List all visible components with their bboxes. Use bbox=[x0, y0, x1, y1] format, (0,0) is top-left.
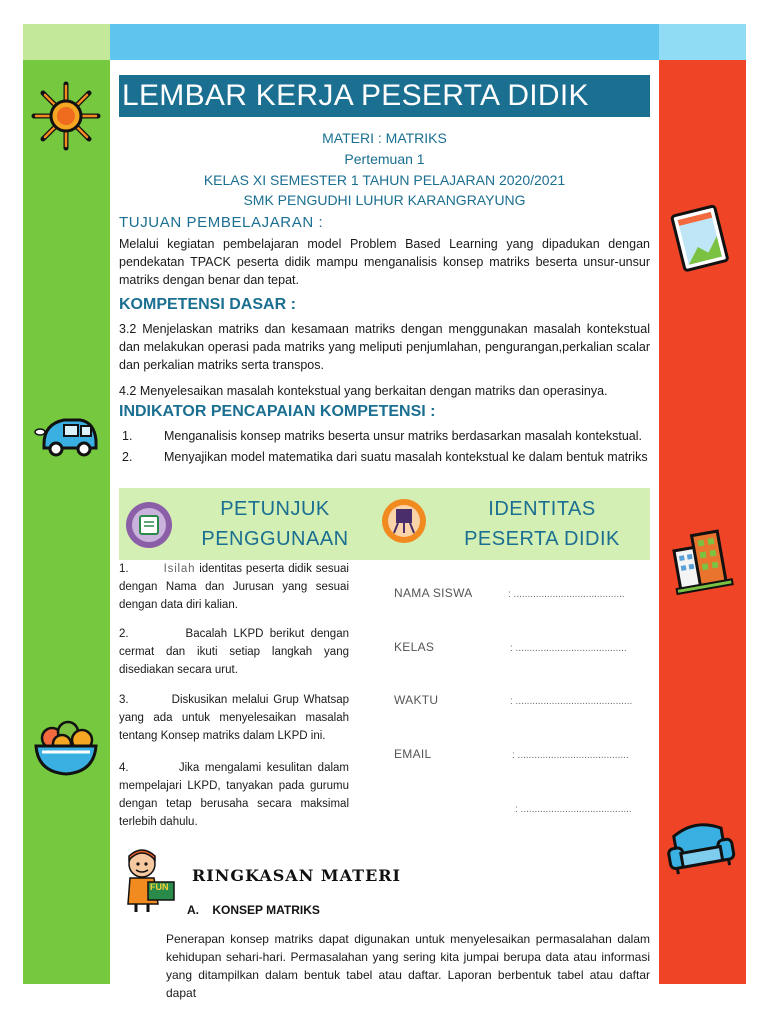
top-band-left bbox=[23, 24, 110, 60]
extra-field[interactable]: : ........................................ bbox=[515, 804, 632, 815]
ringkasan-heading: RINGKASAN MATERI bbox=[192, 866, 402, 885]
top-band-right bbox=[659, 24, 746, 60]
instruction-text: Jika mengalami kesulitan dalam mempelajari LKPD, tanyakan pada gurumu dengan tetap berusaha secara maksimal terlebih dahulu. bbox=[119, 762, 349, 828]
kompetensi-heading: KOMPETENSI DASAR : bbox=[119, 296, 296, 313]
instruction-number: 2. bbox=[119, 628, 129, 640]
school-label: SMK PENGUDHI LUHUR KARANGRAYUNG bbox=[243, 192, 526, 208]
kd-3-2-text: 3.2 Menjelaskan matriks dan kesamaan matriks dengan menggunakan masalah kontekstual dan melakukan operasi pada matriks yang meliputi penjumlahan, pengurangan,perkalian scalar dan perkalian matriks serta transpos. bbox=[119, 322, 650, 372]
nama-siswa-label: NAMA SISWA bbox=[394, 586, 473, 600]
instruction-item bbox=[119, 759, 349, 831]
indikator-number: 1. bbox=[122, 429, 133, 443]
petunjuk-heading-line1: PETUNJUK bbox=[220, 498, 330, 520]
kelas-field-label: KELAS bbox=[394, 640, 435, 654]
page-title: LEMBAR KERJA PESERTA DIDIK bbox=[122, 79, 589, 112]
waktu-field[interactable]: : .......................................... bbox=[510, 696, 633, 707]
instruction-text: identitas peserta didik sesuai dengan Nama dan Jurusan yang sesuai dengan data diri kalian. bbox=[119, 563, 349, 611]
waktu-label: WAKTU bbox=[394, 693, 439, 707]
instruction-number: 3. bbox=[119, 694, 129, 706]
top-band-center bbox=[110, 24, 659, 60]
tujuan-text: Melalui kegiatan pembelajaran model Problem Based Learning yang dipadukan dengan pendekatan TPACK peserta didik mampu menganalisis konsep matriks beserta unsur-unsur matriks dengan benar dan tepat. bbox=[119, 237, 650, 287]
nama-siswa-field[interactable]: : ........................................ bbox=[508, 589, 625, 600]
kelas-label: KELAS XI SEMESTER 1 TAHUN PELAJARAN 2020/2021 bbox=[203, 172, 566, 188]
sofa-icon bbox=[664, 818, 736, 876]
kd-4-2-text: 4.2 Menyelesaikan masalah kontekstual yang berkaitan dengan matriks dan operasinya. bbox=[119, 384, 608, 398]
pertemuan-label: Pertemuan 1 bbox=[344, 151, 425, 167]
tujuan-heading: TUJUAN PEMBELAJARAN : bbox=[119, 214, 324, 231]
email-label: EMAIL bbox=[394, 747, 432, 761]
easel-icon bbox=[380, 497, 428, 545]
fun-badge: FUN bbox=[150, 882, 169, 892]
buildings-icon bbox=[670, 528, 736, 592]
book-icon bbox=[124, 500, 174, 550]
petunjuk-heading-line2: PENGGUNAAN bbox=[201, 528, 349, 550]
kid-mascot-icon bbox=[124, 846, 176, 914]
kelas-field[interactable]: : ........................................ bbox=[510, 643, 627, 654]
indikator-number: 2. bbox=[122, 450, 133, 464]
identitas-heading bbox=[438, 494, 646, 554]
instruction-item bbox=[119, 560, 349, 614]
instruction-item bbox=[119, 691, 349, 745]
indikator-text: Menganalisis konsep matriks beserta unsur matriks berdasarkan masalah kontekstual. bbox=[164, 429, 643, 443]
petunjuk-heading bbox=[180, 494, 370, 554]
ringkasan-text: Penerapan konsep matriks dapat digunakan untuk menyelesaikan permasalahan dalam kehidupan sehari-hari. Permasalahan yang sering kita jumpai berupa data atau informasi yang ditampilkan dalam bentuk tabel atau daftar. Laporan berbentuk tabel atau daftar dapat bbox=[166, 932, 650, 1000]
left-decor-stripe bbox=[23, 60, 110, 984]
indikator-text: Menyajikan model matematika dari suatu masalah kontekstual ke dalam bentuk matriks bbox=[164, 450, 648, 464]
fruit-bowl-icon bbox=[30, 714, 102, 780]
email-field[interactable]: : ........................................ bbox=[512, 750, 629, 761]
identitas-heading-line2: PESERTA DIDIK bbox=[464, 528, 620, 550]
instruction-number: 4. bbox=[119, 762, 129, 774]
indikator-heading: INDIKATOR PENCAPAIAN KOMPETENSI : bbox=[119, 403, 436, 420]
identitas-heading-line1: IDENTITAS bbox=[488, 498, 596, 520]
car-icon bbox=[34, 410, 104, 460]
instruction-number: 1. bbox=[119, 563, 129, 575]
materi-label: MATERI : MATRIKS bbox=[322, 130, 447, 146]
konsep-matriks-heading: A. KONSEP MATRIKS bbox=[187, 903, 320, 917]
sun-icon bbox=[30, 80, 102, 152]
instruction-text: Diskusikan melalui Grup Whatsap yang ada untuk menyelesaikan masalah tentang Konsep matriks dalam LKPD ini. bbox=[119, 694, 349, 742]
picture-frame-icon bbox=[672, 206, 730, 272]
instruction-text: Bacalah LKPD berikut dengan cermat dan ikuti setiap langkah yang disediakan secara urut. bbox=[119, 628, 349, 676]
instruction-item bbox=[119, 625, 349, 679]
instruction-first-word: Isilah bbox=[163, 563, 196, 575]
